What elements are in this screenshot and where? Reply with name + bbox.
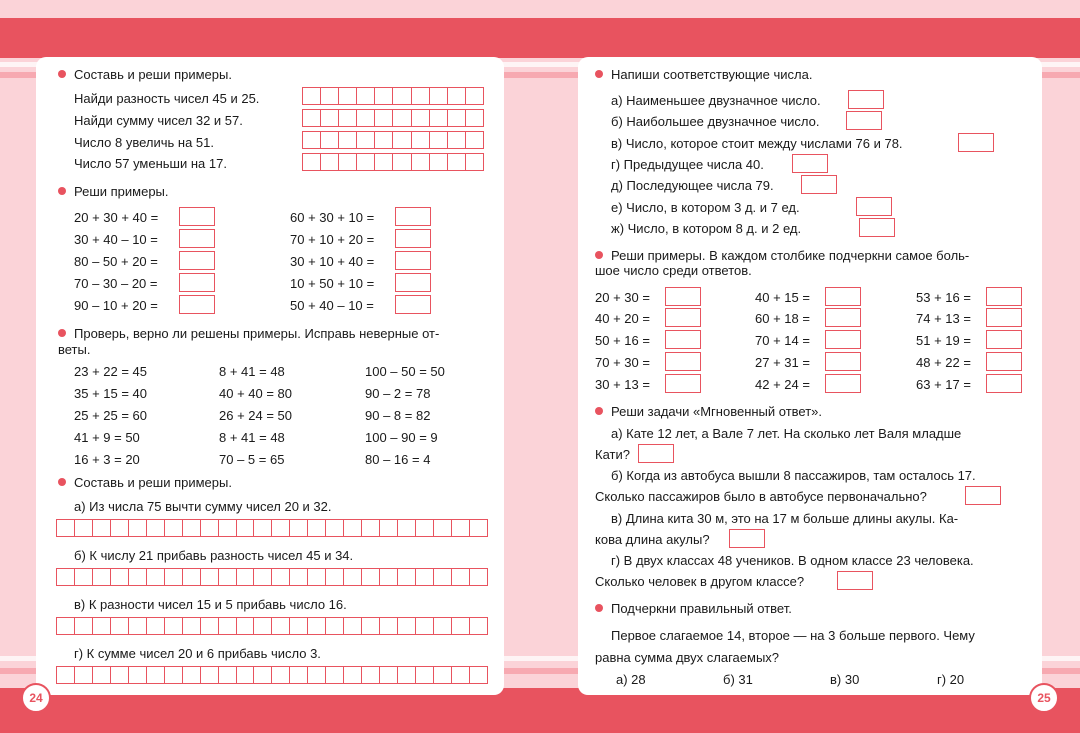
expression: 53 + 16 = [916, 290, 971, 305]
expression: 60 + 18 = [755, 311, 810, 326]
answer-grid[interactable] [302, 131, 484, 149]
expression: 51 + 19 = [916, 333, 971, 348]
answer-box[interactable] [179, 295, 215, 314]
answer-grid[interactable] [302, 109, 484, 127]
answer-box[interactable] [395, 229, 431, 248]
problem-text: в) Длина кита 30 м, это на 17 м больше длины акулы. Ка- [611, 511, 959, 526]
left-page [36, 57, 504, 695]
problem-text: кова длина акулы? [595, 532, 710, 547]
answer-grid[interactable] [56, 568, 488, 586]
task-text: д) Последующее числа 79. [611, 178, 774, 193]
task-text: а) Из числа 75 вычти сумму чисел 20 и 32. [74, 499, 332, 514]
section-title: Подчеркни правильный ответ. [611, 601, 792, 616]
problem-text: б) Когда из автобуса вышли 8 пассажиров, там осталось 17. [611, 468, 976, 483]
expression: 30 + 40 – 10 = [74, 232, 158, 247]
expression: 48 + 22 = [916, 355, 971, 370]
expression: 50 + 16 = [595, 333, 650, 348]
right-page [578, 57, 1042, 695]
bullet [58, 70, 66, 78]
answer-box[interactable] [395, 207, 431, 226]
expression: 70 – 30 – 20 = [74, 276, 158, 291]
section-title-continued: веты. [58, 342, 91, 357]
answer-box[interactable] [958, 133, 994, 152]
answer-box[interactable] [965, 486, 1001, 505]
answer-grid[interactable] [302, 153, 484, 171]
answer-box[interactable] [638, 444, 674, 463]
expression: 20 + 30 = [595, 290, 650, 305]
equation: 70 – 5 = 65 [219, 452, 285, 467]
section-title: Реши задачи «Мгновенный ответ». [611, 404, 823, 419]
expression: 30 + 10 + 40 = [290, 254, 375, 269]
bullet [595, 407, 603, 415]
expression: 70 + 30 = [595, 355, 650, 370]
answer-box[interactable] [395, 273, 431, 292]
answer-box[interactable] [665, 308, 701, 327]
equation: 16 + 3 = 20 [74, 452, 140, 467]
equation: 41 + 9 = 50 [74, 430, 140, 445]
expression: 70 + 10 + 20 = [290, 232, 375, 247]
expression: 10 + 50 + 10 = [290, 276, 375, 291]
task-text: Число 57 уменьши на 17. [74, 156, 227, 171]
answer-box[interactable] [856, 197, 892, 216]
problem-text: равна сумма двух слагаемых? [595, 650, 780, 665]
answer-box[interactable] [179, 273, 215, 292]
section-title-continued: шое число среди ответов. [595, 263, 752, 278]
task-text: б) К числу 21 прибавь разность чисел 45 и 34. [74, 548, 354, 563]
expression: 40 + 15 = [755, 290, 810, 305]
equation: 8 + 41 = 48 [219, 430, 285, 445]
task-text: в) Число, которое стоит между числами 76 и 78. [611, 136, 903, 151]
equation: 40 + 40 = 80 [219, 386, 293, 401]
expression: 30 + 13 = [595, 377, 650, 392]
section-title: Реши примеры. [74, 184, 169, 199]
answer-box[interactable] [179, 207, 215, 226]
task-text: г) К сумме чисел 20 и 6 прибавь число 3. [74, 646, 321, 661]
answer-option[interactable]: г) 20 [937, 672, 965, 687]
section-title: Составь и реши примеры. [74, 67, 232, 82]
answer-grid[interactable] [56, 617, 488, 635]
answer-box[interactable] [825, 330, 861, 349]
bullet [595, 251, 603, 259]
header-band [0, 18, 1080, 58]
expression: 90 – 10 + 20 = [74, 298, 158, 313]
equation: 80 – 16 = 4 [365, 452, 431, 467]
expression: 50 + 40 – 10 = [290, 298, 374, 313]
expression: 74 + 13 = [916, 311, 971, 326]
expression: 42 + 24 = [755, 377, 810, 392]
page-background-top [0, 0, 1080, 18]
section-title: Проверь, верно ли решены примеры. Исправь неверные от- [74, 326, 440, 341]
answer-box[interactable] [825, 352, 861, 371]
equation: 35 + 15 = 40 [74, 386, 148, 401]
page-number-right: 25 [1029, 683, 1059, 713]
answer-box[interactable] [665, 330, 701, 349]
problem-text: Первое слагаемое 14, второе — на 3 больше первого. Чему [611, 628, 975, 643]
answer-box[interactable] [825, 308, 861, 327]
equation: 100 – 50 = 50 [365, 364, 445, 379]
answer-grid[interactable] [302, 87, 484, 105]
answer-box[interactable] [179, 251, 215, 270]
bullet [58, 187, 66, 195]
equation: 90 – 8 = 82 [365, 408, 431, 423]
answer-box[interactable] [825, 374, 861, 393]
bullet [595, 604, 603, 612]
answer-box[interactable] [825, 287, 861, 306]
task-text: б) Наибольшее двузначное число. [611, 114, 820, 129]
expression: 63 + 17 = [916, 377, 971, 392]
problem-text: Кати? [595, 447, 630, 462]
equation: 23 + 22 = 45 [74, 364, 148, 379]
answer-box[interactable] [665, 287, 701, 306]
answer-box[interactable] [665, 352, 701, 371]
task-text: ж) Число, в котором 8 д. и 2 ед. [611, 221, 802, 236]
equation: 25 + 25 = 60 [74, 408, 148, 423]
answer-option[interactable]: а) 28 [616, 672, 646, 687]
section-title: Составь и реши примеры. [74, 475, 232, 490]
answer-box[interactable] [986, 374, 1022, 393]
task-text: а) Наименьшее двузначное число. [611, 93, 821, 108]
answer-box[interactable] [986, 352, 1022, 371]
answer-option[interactable]: в) 30 [830, 672, 860, 687]
equation: 100 – 90 = 9 [365, 430, 438, 445]
bullet [58, 478, 66, 486]
expression: 40 + 20 = [595, 311, 650, 326]
task-text: г) Предыдущее числа 40. [611, 157, 764, 172]
equation: 26 + 24 = 50 [219, 408, 293, 423]
answer-box[interactable] [986, 308, 1022, 327]
answer-box[interactable] [395, 251, 431, 270]
equation: 90 – 2 = 78 [365, 386, 431, 401]
expression: 70 + 14 = [755, 333, 810, 348]
answer-option[interactable]: б) 31 [723, 672, 753, 687]
section-title: Реши примеры. В каждом столбике подчеркни самое боль- [611, 248, 970, 263]
problem-text: Сколько пассажиров было в автобусе первоначально? [595, 489, 927, 504]
expression: 27 + 31 = [755, 355, 810, 370]
bullet [58, 329, 66, 337]
answer-grid[interactable] [56, 666, 488, 684]
answer-box[interactable] [986, 330, 1022, 349]
answer-box[interactable] [837, 571, 873, 590]
answer-box[interactable] [859, 218, 895, 237]
answer-box[interactable] [395, 295, 431, 314]
answer-box[interactable] [179, 229, 215, 248]
task-text: в) К разности чисел 15 и 5 прибавь число 16. [74, 597, 347, 612]
expression: 80 – 50 + 20 = [74, 254, 158, 269]
bullet [595, 70, 603, 78]
answer-box[interactable] [846, 111, 882, 130]
expression: 60 + 30 + 10 = [290, 210, 375, 225]
expression: 20 + 30 + 40 = [74, 210, 159, 225]
answer-box[interactable] [848, 90, 884, 109]
task-text: Найди разность чисел 45 и 25. [74, 91, 260, 106]
task-text: Найди сумму чисел 32 и 57. [74, 113, 243, 128]
section-title: Напиши соответствующие числа. [611, 67, 813, 82]
answer-box[interactable] [986, 287, 1022, 306]
answer-box[interactable] [792, 154, 828, 173]
page-number-left: 24 [21, 683, 51, 713]
problem-text: а) Кате 12 лет, а Вале 7 лет. На сколько лет Валя младше [611, 426, 962, 441]
task-text: е) Число, в котором 3 д. и 7 ед. [611, 200, 800, 215]
task-text: Число 8 увеличь на 51. [74, 135, 214, 150]
answer-grid[interactable] [56, 519, 488, 537]
answer-box[interactable] [665, 374, 701, 393]
answer-box[interactable] [801, 175, 837, 194]
problem-text: Сколько человек в другом классе? [595, 574, 805, 589]
problem-text: г) В двух классах 48 учеников. В одном классе 23 человека. [611, 553, 974, 568]
answer-box[interactable] [729, 529, 765, 548]
equation: 8 + 41 = 48 [219, 364, 285, 379]
